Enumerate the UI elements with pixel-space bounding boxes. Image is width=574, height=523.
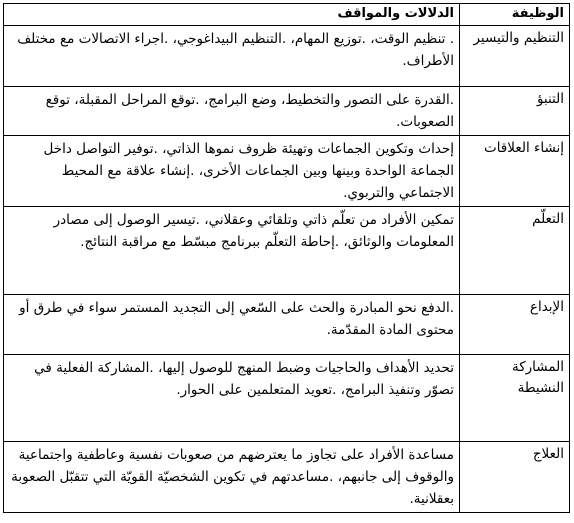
meaning-cell: إحداث وتكوين الجماعات وتهيئة ظروف نموها الذاتي، .توفير التواصل داخل الجماعة الواحدة وبينها وبين الجماعات الأخرى، .إنشاء علاقة مع المحيط الاجتماعي والتربوي.: [4, 136, 460, 207]
table-row: [4, 26, 570, 87]
function-cell: التعلّم: [460, 207, 570, 295]
table-row: [4, 442, 570, 513]
function-cell: العلاج: [460, 442, 570, 513]
function-cell: الإبداع: [460, 295, 570, 355]
function-cell: التنبؤ: [460, 87, 570, 136]
table-row: [4, 295, 570, 355]
meaning-cell: تمكين الأفراد من تعلّم ذاتي وتلقائي وعقلاني، .تيسير الوصول إلى مصادر المعلومات والوثائق، .إحاطة التعلّم ببرنامج مبسّط مع مراقبة النتائج.: [4, 207, 460, 295]
functions-table: [3, 3, 570, 513]
table-row: [4, 87, 570, 136]
table-row: [4, 355, 570, 442]
table-header-row: [4, 4, 570, 26]
function-cell: إنشاء العلاقات: [460, 136, 570, 207]
meaning-cell: . تنظيم الوقت، .توزيع المهام، .التنظيم البيداغوجي، .اجراء الاتصالات مع مختلف الأطراف.: [4, 26, 460, 87]
meaning-cell: مساعدة الأفراد على تجاوز ما يعترضهم من صعوبات نفسية وعاطفية واجتماعية والوقوف إلى جانبهم، .مساعدتهم في تكوين الشخصيّة القويّة التي تتقبّل الصعوبة بعقلانية.: [4, 442, 460, 513]
meaning-cell: .الدفع نحو المبادرة والحث على السّعي إلى التجديد المستمر سواء في طرق أو محتوى المادة المقدّمة.: [4, 295, 460, 355]
meaning-cell: .القدرة على التصور والتخطيط، وضع البرامج، .توقع المراحل المقبلة، توقع الصعوبات.: [4, 87, 460, 136]
function-cell: التنظيم والتيسير: [460, 26, 570, 87]
header-function: الوظيفة: [460, 4, 570, 26]
header-meaning: الدلالات والمواقف: [4, 4, 460, 26]
meaning-cell: تحديد الأهداف والحاجيات وضبط المنهج للوصول إليها، .المشاركة الفعلية في تصوّر وتنفيذ البرامج، .تعويد المتعلمين على الحوار.: [4, 355, 460, 442]
table-row: [4, 207, 570, 295]
table-row: [4, 136, 570, 207]
function-cell: المشاركة النشيطة: [460, 355, 570, 442]
